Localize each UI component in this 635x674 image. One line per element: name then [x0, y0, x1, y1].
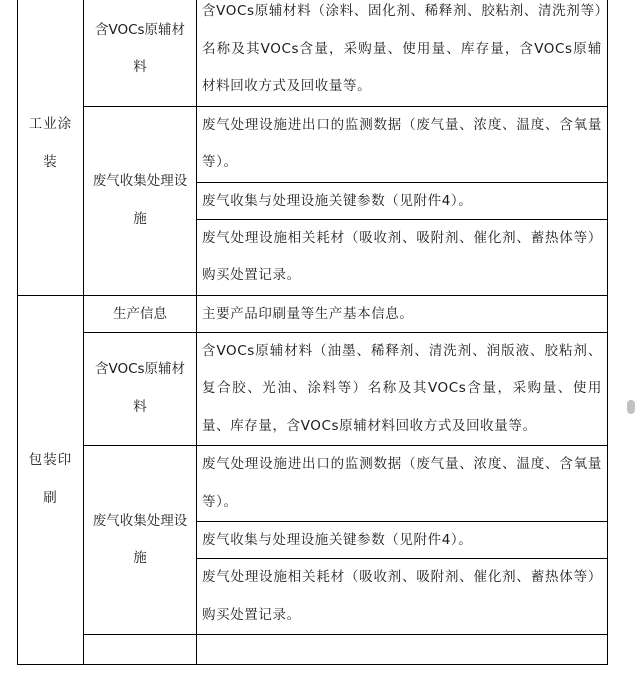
content-text: 废气收集与处理设施关键参数（见附件4）。: [202, 532, 473, 548]
table-row: [18, 106, 608, 182]
category-cell-packaging-printing: [18, 295, 84, 665]
subcategory-cell-vocs-material: [84, 332, 197, 446]
subcategory-cell-vocs-material: [84, 0, 197, 106]
content-cell: [197, 219, 608, 295]
content-text: 废气处理设施进出口的监测数据（废气量、浓度、温度、含氧量等）。: [202, 456, 602, 510]
subcategory-label: 废气收集处理设施: [92, 512, 188, 566]
subcategory-label: 生产信息: [113, 305, 167, 322]
subcategory-cell-waste-gas: [84, 106, 197, 295]
content-cell-empty: [84, 635, 197, 665]
content-cell: [197, 332, 608, 446]
content-cell: [197, 295, 608, 332]
subcategory-cell-waste-gas: [84, 446, 197, 635]
subcategory-label: 废气收集处理设施: [92, 173, 188, 227]
table-row: [18, 332, 608, 446]
vertical-scrollbar[interactable]: [625, 0, 635, 674]
category-label: 工业涂装: [28, 116, 73, 170]
content-cell: [197, 182, 608, 219]
subcategory-label: 含VOCs原辅材料: [94, 361, 186, 415]
content-text: 废气收集与处理设施关键参数（见附件4）。: [202, 192, 473, 209]
requirements-table: [17, 0, 608, 665]
content-text: 废气处理设施相关耗材（吸收剂、吸附剂、催化剂、蓄热体等）购买处置记录。: [202, 569, 602, 623]
subcategory-cell-production-info: [84, 295, 197, 332]
content-text: 含VOCs原辅材料（油墨、稀释剂、清洗剂、润版液、胶粘剂、复合胶、光油、涂料等）名称及其VOCs含量，采购量、使用量、库存量，含VOCs原辅材料回收方式及回收量等。: [202, 342, 602, 434]
subcategory-label: 含VOCs原辅材料: [94, 21, 186, 76]
scrollbar-thumb[interactable]: [627, 400, 635, 414]
content-cell: [197, 522, 608, 559]
table-row: [18, 0, 608, 106]
content-text: 主要产品印刷量等生产基本信息。: [202, 305, 414, 322]
content-cell: [197, 0, 608, 106]
requirements-table-wrapper: [17, 0, 607, 665]
content-cell-empty: [197, 635, 608, 665]
table-row: [18, 295, 608, 332]
content-text: 废气处理设施进出口的监测数据（废气量、浓度、温度、含氧量等）。: [202, 116, 602, 170]
content-text: 含VOCs原辅材料（涂料、固化剂、稀释剂、胶粘剂、清洗剂等）名称及其VOCs含量，采购量、使用量、库存量，含VOCs原辅材料回收方式及回收量等。: [202, 3, 602, 94]
content-cell: [197, 446, 608, 522]
content-cell: [197, 106, 608, 182]
table-row: [18, 446, 608, 522]
table-row: [18, 635, 608, 665]
content-cell: [197, 559, 608, 635]
content-text: 废气处理设施相关耗材（吸收剂、吸附剂、催化剂、蓄热体等）购买处置记录。: [202, 229, 602, 283]
category-cell-industrial-coating: [18, 0, 84, 295]
category-label: 包装印刷: [28, 452, 73, 506]
